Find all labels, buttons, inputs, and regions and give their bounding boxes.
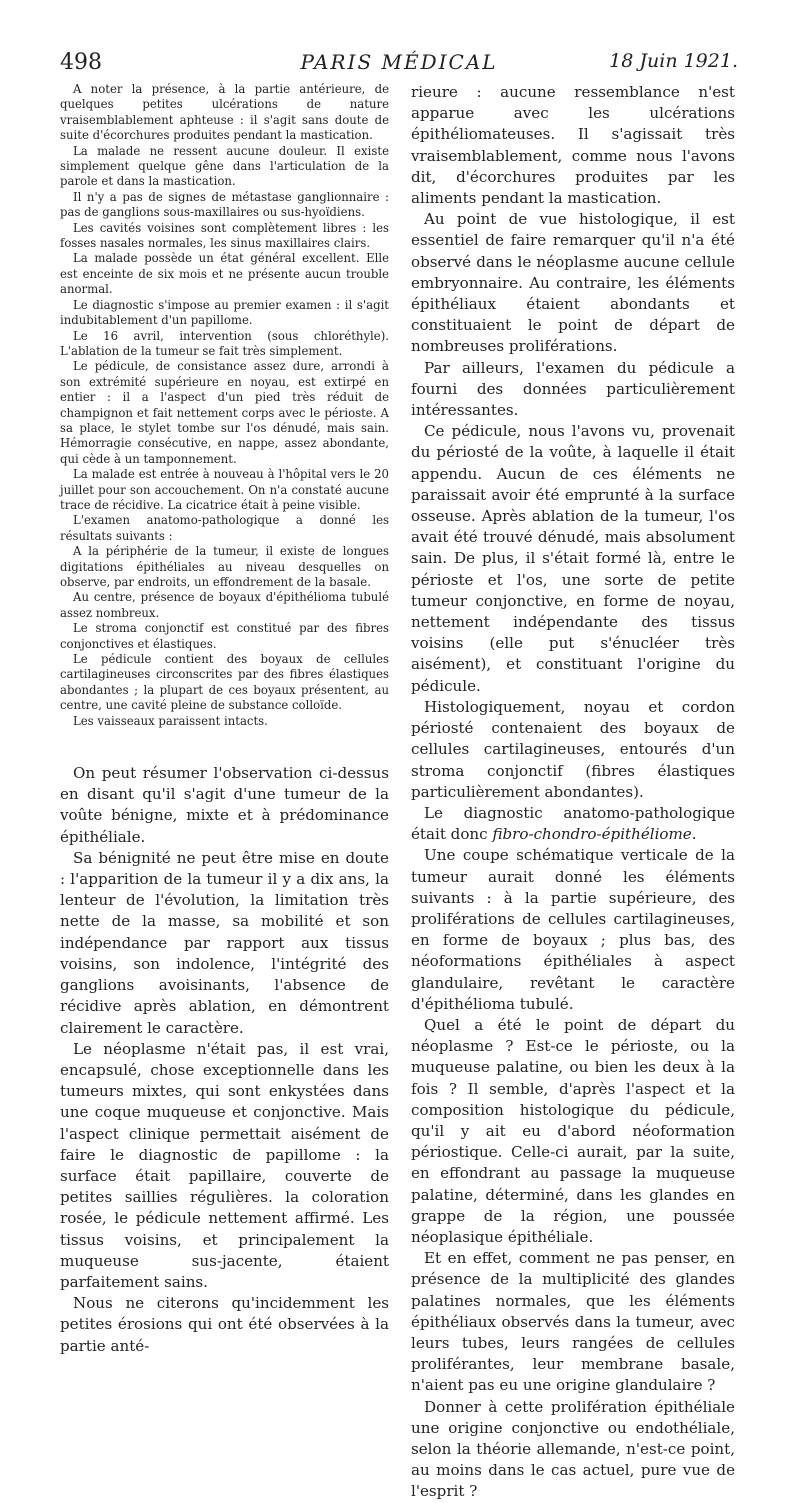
diagnostic-term: fibro-chondro-épithéliome. — [492, 825, 697, 844]
case-paragraph: Au centre, présence de boyaux d'épithélioma tubulé assez nombreux. — [60, 590, 389, 620]
diagnostic-paragraph — [411, 803, 735, 845]
right-column — [411, 82, 735, 1503]
case-paragraph: Le stroma conjonctif est constitué par des fibres conjonctives et élastiques. — [60, 621, 389, 651]
body-paragraph: rieure : aucune ressemblance n'est apparue avec les ulcérations épithéliomateuses. Il s'agissait très vraisemblablement, comme nous l'avons dit, d'écorchures produites par les aliments pendant la mastication. — [411, 83, 735, 208]
issue-date: 18 Juin 1921. — [609, 50, 738, 72]
page-header — [60, 50, 738, 76]
body-paragraph: Histologiquement, noyau et cordon périosté contenaient des boyaux de cellules cartilagineuses, entourés d'un stroma conjonctif (fibres élastiques particulièrement abondantes). — [411, 697, 735, 801]
case-paragraph: La malade est entrée à nouveau à l'hôpital vers le 20 juillet pour son accouchement. On n'a constaté aucune trace de récidive. La cicatrice était à peine visible. — [60, 467, 389, 512]
page-number: 498 — [60, 50, 102, 75]
case-paragraph: A noter la présence, à la partie antérieure, de quelques petites ulcérations de nature vraisemblablement aphteuse : il s'agit sans doute de suite d'écorchures produites pendant la mastication. — [60, 82, 389, 143]
body-paragraph: Nous ne citerons qu'incidemment les petites érosions qui ont été observées à la partie anté- — [60, 1294, 389, 1355]
body-paragraph: Par ailleurs, l'examen du pédicule a fourni des données particulièrement intéressantes. — [411, 358, 735, 420]
case-paragraph: La malade possède un état général excellent. Elle est enceinte de six mois et ne présente aucun trouble anormal. — [60, 251, 389, 297]
case-paragraph: Le pédicule, de consistance assez dure, arrondi à son extrémité supérieure en noyau, est extirpé en entier : il a l'aspect d'un pied très réduit de champignon et fait nettement corps avec le périoste. A sa place, le stylet tombe sur l'os dénudé, mais sain. Hémorragie consécutive, en nappe, assez abondante, qui cède à un tamponnement. — [60, 359, 389, 466]
body-paragraph: Donner à cette prolifération épithéliale une origine conjonctive ou endothéliale, selon la théorie allemande, n'est-ce point, au moins dans le cas actuel, pure vue de l'esprit ? — [411, 1397, 735, 1501]
body-paragraph: Et en effet, comment ne pas penser, en présence de la multiplicité des glandes palatines normales, que les éléments épithéliaux observés dans la tumeur, avec leurs tubes, leurs rangées de cellules proliférantes, leur membrane basale, n'aient pas eu une origine glandulaire ? — [411, 1249, 735, 1395]
body-paragraph: Quel a été le point de départ du néoplasme ? Est-ce le périoste, ou la muqueuse palatine, ou bien les deux à la fois ? Il semble, d'après l'aspect et la composition histologique du pédicule, qu'il y ait eu d'abord néoformation périostique. Celle-ci aurait, par la suite, en effondrant au passage la muqueuse palatine, déterminé, dans les glandes en grappe de la région, une poussée néoplasique épithéliale. — [411, 1015, 735, 1246]
body-paragraph: Le néoplasme n'était pas, il est vrai, encapsulé, chose exceptionnelle dans les tumeurs mixtes, qui sont enkystées dans une coque muqueuse et conjonctive. Mais l'aspect clinique permettait aisément de faire le diagnostic de papillome : la surface était papillaire, couverte de petites saillies régulières. la coloration rosée, le pédicule nettement affirmé. Les tissus voisins, et principalement la muqueuse sus-jacente, étaient parfaitement sains. — [60, 1039, 389, 1291]
left-column — [60, 82, 389, 1357]
body-paragraph: Ce pédicule, nous l'avons vu, provenait du périosté de la voûte, à laquelle il était appendu. Aucun de ces éléments ne paraissait avoir été emprunté à la surface osseuse. Après ablation de la tumeur, l'os avait été trouvé dénudé, mais absolument sain. De plus, il s'était formé là, entre le périoste et l'os, une sorte de petite tumeur conjonctive, en forme de noyau, nettement indépendante des tissus voisins (elle put s'énucléer très aisément), et constituant l'origine du pédicule. — [411, 422, 735, 695]
body-paragraph: Sa bénignité ne peut être mise en doute : l'apparition de la tumeur il y a dix ans, la lenteur de l'évolution, la limitation très nette de la masse, sa mobilité et son indépendance par rapport aux tissus voisins, son indolence, l'intégrité des ganglions avoisinants, l'absence de récidive après ablation, en démontrent clairement le caractère. — [60, 848, 389, 1037]
body-paragraph: Au point de vue histologique, il est essentiel de faire remarquer qu'il n'a été observé dans le néoplasme aucune cellule embryonnaire. Au contraire, les éléments épithéliaux étaient abondants et constituaient le point de départ de nombreuses proliférations. — [411, 210, 735, 356]
case-paragraph: Le pédicule contient des boyaux de cellules cartilagineuses circonscrites par des fibres élastiques abondantes ; la plupart de ces boyaux présentent, au centre, une cavité pleine de substance colloïde. — [60, 652, 389, 713]
journal-title: PARIS MÉDICAL — [300, 50, 498, 74]
case-paragraph: Le 16 avril, intervention (sous chloréthyle). L'ablation de la tumeur se fait très simplement. — [60, 328, 389, 358]
case-paragraph: Il n'y a pas de signes de métastase ganglionnaire : pas de ganglions sous-maxillaires ou sus-hyoïdiens. — [60, 189, 389, 220]
body-paragraph: Une coupe schématique verticale de la tumeur aurait donné les éléments suivants : à la partie supérieure, des proliférations de cellules cartilagineuses, en forme de boyaux ; plus bas, des néoformations épithéliales à aspect glandulaire, revêtant le caractère d'épithélioma tubulé. — [411, 846, 735, 1013]
body-paragraph: On peut résumer l'observation ci-dessus en disant qu'il s'agit d'une tumeur de la voûte bénigne, mixte et à prédominance épithéliale. — [60, 764, 389, 846]
diagnostic-intro: Le diagnostic anatomo-pathologique était donc — [411, 803, 735, 844]
case-paragraph: L'examen anatomo-pathologique a donné les résultats suivants : — [60, 513, 389, 543]
case-paragraph: Les vaisseaux paraissent intacts. — [73, 713, 268, 728]
case-paragraph: Les cavités voisines sont complètement libres : les fosses nasales normales, les sinus maxillaires clairs. — [60, 220, 389, 251]
case-paragraph: Le diagnostic s'impose au premier examen : il s'agit indubitablement d'un papillome. — [60, 297, 389, 328]
case-paragraph: A la périphérie de la tumeur, il existe de longues digitations épithéliales au niveau desquelles on observe, par endroits, un effondrement de la basale. — [60, 544, 389, 589]
case-paragraph: La malade ne ressent aucune douleur. Il existe simplement quelque gêne dans l'articulation de la parole et dans la mastication. — [60, 143, 389, 189]
